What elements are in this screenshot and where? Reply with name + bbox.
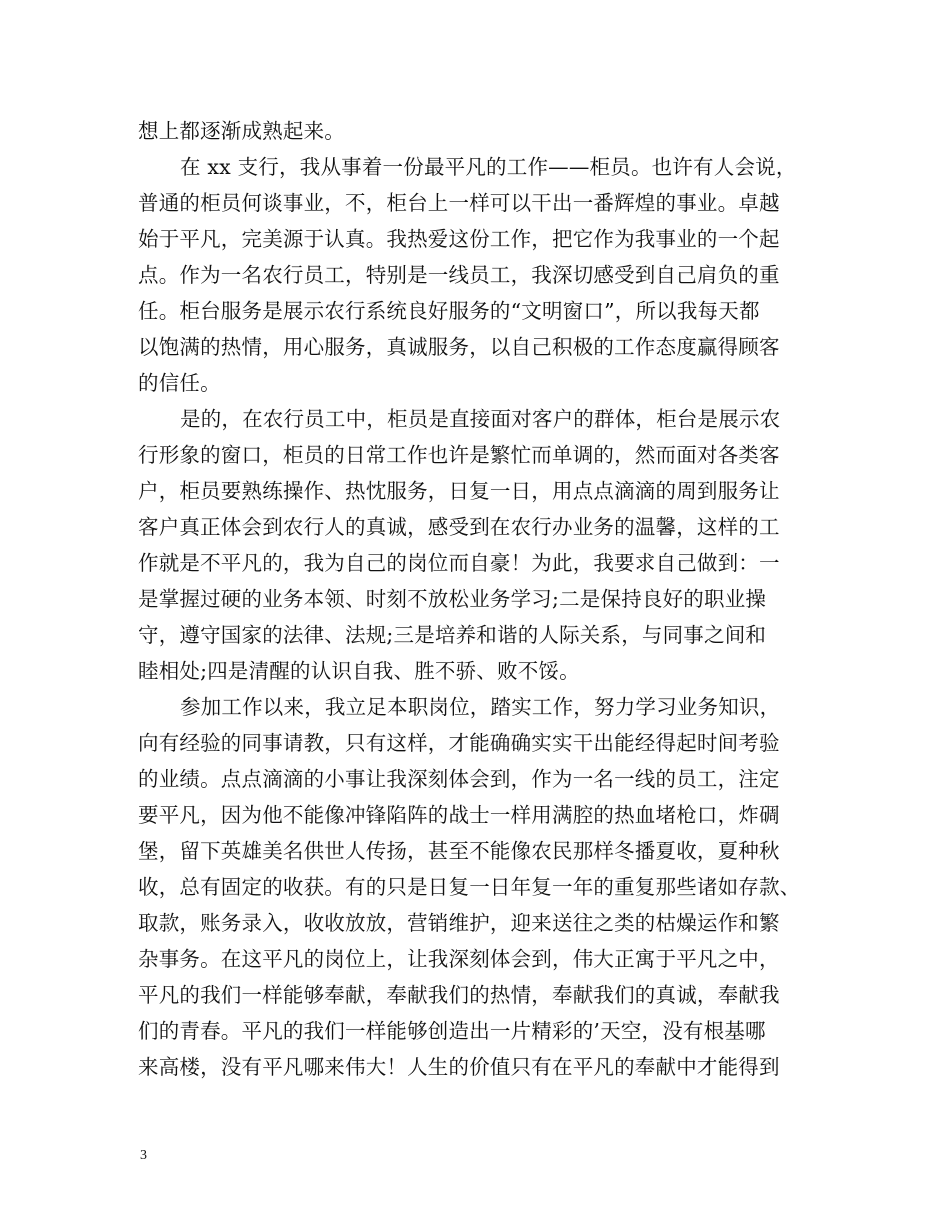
text-line: 在 xx 支行，我从事着一份最平凡的工作——柜员。也许有人会说， xyxy=(180,155,797,179)
text-line: 收，总有固定的收获。有的只是日复一日年复一年的重复那些诸如存款、 xyxy=(138,875,801,899)
text-line: 参加工作以来，我立足本职岗位，踏实工作，努力学习业务知识， xyxy=(180,695,781,719)
text-line: 是掌握过硬的业务本领、时刻不放松业务学习;二是保持良好的职业操 xyxy=(138,587,767,611)
text-line: 客户真正体会到农行人的真诚，感受到在农行办业务的温馨，这样的工 xyxy=(138,515,780,539)
text-line: 作就是不平凡的，我为自己的岗位而自豪！为此，我要求自己做到：一 xyxy=(138,551,780,575)
text-line: 行形象的窗口，柜员的日常工作也许是繁忙而单调的，然而面对各类客 xyxy=(138,443,780,467)
text-line: 户，柜员要熟练操作、热忱服务，日复一日，用点点滴滴的周到服务让 xyxy=(138,479,780,503)
document-body xyxy=(138,113,828,1085)
text-line: 点。作为一名农行员工，特别是一线员工，我深切感受到自己肩负的重 xyxy=(138,263,780,287)
text-line: 杂事务。在这平凡的岗位上，让我深刻体会到，伟大正寓于平凡之中， xyxy=(138,947,780,971)
text-line: 堡，留下英雄美名供世人传扬，甚至不能像农民那样冬播夏收，夏种秋 xyxy=(138,839,780,863)
text-line: 的信任。 xyxy=(138,371,221,395)
page-number: 3 xyxy=(140,1148,147,1163)
text-line: 们的青春。平凡的我们一样能够创造出一片精彩的’天空，没有根基哪 xyxy=(138,1019,766,1043)
text-line: 任。柜台服务是展示农行系统良好服务的“文明窗口”，所以我每天都 xyxy=(138,299,760,323)
text-line: 向有经验的同事请教，只有这样，才能确确实实干出能经得起时间考验 xyxy=(138,731,780,755)
text-line: 取款，账务录入，收收放放，营销维护，迎来送往之类的枯燥运作和繁 xyxy=(138,911,780,935)
text-line: 守，遵守国家的法律、法规;三是培养和谐的人际关系，与同事之间和 xyxy=(138,623,767,647)
text-line: 是的，在农行员工中，柜员是直接面对客户的群体，柜台是展示农 xyxy=(180,407,781,431)
text-line: 来高楼，没有平凡哪来伟大！人生的价值只有在平凡的奉献中才能得到 xyxy=(138,1055,780,1079)
text-line: 以饱满的热情，用心服务，真诚服务，以自己积极的工作态度赢得顾客 xyxy=(138,335,780,359)
text-line: 普通的柜员何谈事业，不，柜台上一样可以干出一番辉煌的事业。卓越 xyxy=(138,191,780,215)
text-line: 睦相处;四是清醒的认识自我、胜不骄、败不馁。 xyxy=(138,659,580,683)
text-line: 要平凡，因为他不能像冲锋陷阵的战士一样用满腔的热血堵枪口，炸碉 xyxy=(138,803,780,827)
text-line: 平凡的我们一样能够奉献，奉献我们的热情，奉献我们的真诚，奉献我 xyxy=(138,983,780,1007)
text-line: 的业绩。点点滴滴的小事让我深刻体会到，作为一名一线的员工，注定 xyxy=(138,767,780,791)
text-line: 始于平凡，完美源于认真。我热爱这份工作，把它作为我事业的一个起 xyxy=(138,227,780,251)
text-line: 想上都逐渐成熟起来。 xyxy=(138,119,345,143)
